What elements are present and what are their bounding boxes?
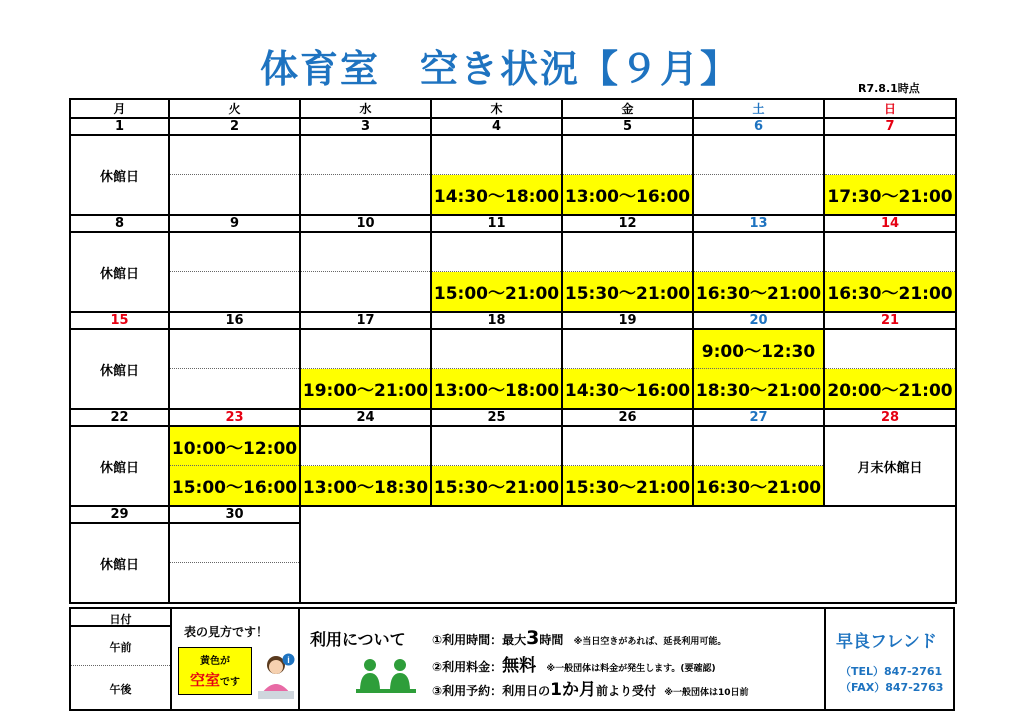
afternoon-slot: 13:00～18:30: [301, 466, 430, 505]
date-number: 26: [562, 409, 693, 426]
date-number: 15: [70, 312, 169, 329]
legend-date-label: 日付: [71, 611, 170, 627]
morning-slot: [170, 524, 299, 563]
afternoon-slot: 14:30～18:00: [432, 175, 561, 214]
legend-am-label: 午前: [109, 641, 132, 654]
afternoon-slot: [301, 272, 430, 311]
closed-day-cell: 月末休館日: [824, 426, 956, 506]
morning-slot: [563, 330, 692, 369]
rule-usage-time: ①利用時間：最大3時間 ※当日空きがあれば、延長利用可能。: [432, 627, 727, 649]
afternoon-slot: [170, 175, 299, 214]
day-slots-cell: [169, 523, 300, 603]
afternoon-slot: 14:30～16:00: [563, 369, 692, 408]
legend-key: [71, 609, 172, 709]
afternoon-slot: 18:30～21:00: [694, 369, 823, 408]
date-number: 6: [693, 118, 824, 135]
morning-slot: [170, 330, 299, 369]
day-slots-cell: [169, 232, 300, 312]
date-number: 5: [562, 118, 693, 135]
day-slots-cell: [169, 329, 300, 409]
date-number: 20: [693, 312, 824, 329]
afternoon-slot: 16:30～21:00: [694, 466, 823, 505]
afternoon-slot: 15:30～21:00: [563, 466, 692, 505]
morning-slot: [563, 136, 692, 175]
date-number: 14: [824, 215, 956, 232]
morning-slot: [825, 330, 955, 369]
morning-slot: [301, 427, 430, 466]
morning-slot: [694, 233, 823, 272]
legend-divider: [71, 665, 170, 666]
closed-day-cell: 休館日: [70, 232, 169, 312]
how-to-read-text: 表の見方です！: [184, 625, 269, 639]
date-number: 25: [431, 409, 562, 426]
contact-info: [826, 609, 953, 709]
day-slots-cell: [562, 426, 693, 506]
day-slots-cell: [300, 426, 431, 506]
people-icon: [356, 653, 416, 697]
afternoon-slot: [170, 563, 299, 602]
afternoon-slot: 16:30～21:00: [825, 272, 955, 311]
rule-usage-fee: ②利用料金：無料 ※一般団体は料金が発生します。(要確認): [432, 656, 716, 676]
day-slots-cell: [824, 135, 956, 215]
morning-slot: [694, 427, 823, 466]
date-number: 7: [824, 118, 956, 135]
morning-slot: [825, 136, 955, 175]
date-number: 17: [300, 312, 431, 329]
morning-slot: [301, 330, 430, 369]
date-number: 27: [693, 409, 824, 426]
morning-slot: [432, 330, 561, 369]
morning-slot: [825, 233, 955, 272]
closed-day-cell: 休館日: [70, 329, 169, 409]
day-slots-cell: [431, 232, 562, 312]
closed-day-cell: 休館日: [70, 523, 169, 603]
date-number: 4: [431, 118, 562, 135]
day-slots-cell: [562, 232, 693, 312]
weekday-header: 月: [70, 99, 169, 118]
sample-suffix: です: [220, 677, 240, 688]
empty-area: [300, 506, 956, 603]
sample-line1: 黄色が: [200, 656, 230, 667]
day-slots-cell: [431, 135, 562, 215]
sample-highlight: 空室: [189, 671, 220, 689]
day-slots-cell: [169, 426, 300, 506]
day-slots-cell: [300, 135, 431, 215]
page-title: 体育室 空き状況【９月】: [259, 47, 740, 91]
date-number: 9: [169, 215, 300, 232]
afternoon-slot: 13:00～16:00: [563, 175, 692, 214]
closed-day-cell: 休館日: [70, 135, 169, 215]
info-icon: [282, 653, 295, 666]
date-number: 19: [562, 312, 693, 329]
date-number: 10: [300, 215, 431, 232]
date-number: 23: [169, 409, 300, 426]
morning-slot: [563, 233, 692, 272]
date-number: 21: [824, 312, 956, 329]
date-number: 16: [169, 312, 300, 329]
afternoon-slot: 19:00～21:00: [301, 369, 430, 408]
date-number: 3: [300, 118, 431, 135]
rule-reservation: ③利用予約：利用日の1か月前より受付 ※一般団体は10日前: [432, 680, 749, 700]
day-slots-cell: [431, 329, 562, 409]
date-number: 8: [70, 215, 169, 232]
date-number: 28: [824, 409, 956, 426]
day-slots-cell: [300, 232, 431, 312]
afternoon-slot: [170, 369, 299, 408]
morning-slot: 9:00～12:30: [694, 330, 823, 369]
weekday-header: 火: [169, 99, 300, 118]
morning-slot: [301, 136, 430, 175]
day-slots-cell: [693, 329, 824, 409]
date-number: 22: [70, 409, 169, 426]
legend-sample: [172, 609, 300, 709]
date-number: 24: [300, 409, 431, 426]
date-number: 13: [693, 215, 824, 232]
afternoon-slot: [694, 175, 823, 214]
morning-slot: [563, 427, 692, 466]
legend-pm-label: 午後: [109, 683, 132, 696]
afternoon-slot: 15:30～21:00: [432, 466, 561, 505]
svg-text:i: i: [287, 655, 290, 665]
org-name: 早良フレンド: [836, 632, 937, 652]
weekday-header: 水: [300, 99, 431, 118]
day-slots-cell: [169, 135, 300, 215]
afternoon-slot: 15:30～21:00: [563, 272, 692, 311]
afternoon-slot: [301, 175, 430, 214]
afternoon-slot: 15:00～16:00: [170, 466, 299, 505]
legend-panel: [69, 607, 955, 711]
morning-slot: [432, 233, 561, 272]
morning-slot: 10:00～12:00: [170, 427, 299, 466]
day-slots-cell: [824, 232, 956, 312]
date-number: 2: [169, 118, 300, 135]
weekday-header: 金: [562, 99, 693, 118]
afternoon-slot: 13:00～18:00: [432, 369, 561, 408]
morning-slot: [301, 233, 430, 272]
date-number: 1: [70, 118, 169, 135]
sample-available-box: [178, 647, 252, 695]
date-number: 30: [169, 506, 300, 523]
date-number: 12: [562, 215, 693, 232]
closed-day-cell: 休館日: [70, 426, 169, 506]
morning-slot: [170, 233, 299, 272]
weekday-header: 木: [431, 99, 562, 118]
afternoon-slot: [170, 272, 299, 311]
morning-slot: [432, 136, 561, 175]
day-slots-cell: [562, 329, 693, 409]
afternoon-slot: 16:30～21:00: [694, 272, 823, 311]
date-number: 11: [431, 215, 562, 232]
day-slots-cell: [693, 232, 824, 312]
date-number: 18: [431, 312, 562, 329]
as-of-date: R7.8.1時点: [858, 82, 920, 95]
day-slots-cell: [562, 135, 693, 215]
afternoon-slot: 15:00～21:00: [432, 272, 561, 311]
morning-slot: [432, 427, 561, 466]
fax-number: （FAX）847-2763: [840, 681, 944, 694]
day-slots-cell: [824, 329, 956, 409]
date-number: 29: [70, 506, 169, 523]
usage-info: [300, 609, 826, 709]
day-slots-cell: [693, 426, 824, 506]
day-slots-cell: [431, 426, 562, 506]
afternoon-slot: 17:30～21:00: [825, 175, 955, 214]
morning-slot: [694, 136, 823, 175]
weekday-header: 土: [693, 99, 824, 118]
availability-calendar: [69, 98, 957, 604]
day-slots-cell: [693, 135, 824, 215]
afternoon-slot: 20:00～21:00: [825, 369, 955, 408]
tel-number: （TEL）847-2761: [840, 665, 943, 678]
morning-slot: [170, 136, 299, 175]
usage-heading: 利用について: [310, 630, 406, 649]
weekday-header: 日: [824, 99, 956, 118]
day-slots-cell: [300, 329, 431, 409]
